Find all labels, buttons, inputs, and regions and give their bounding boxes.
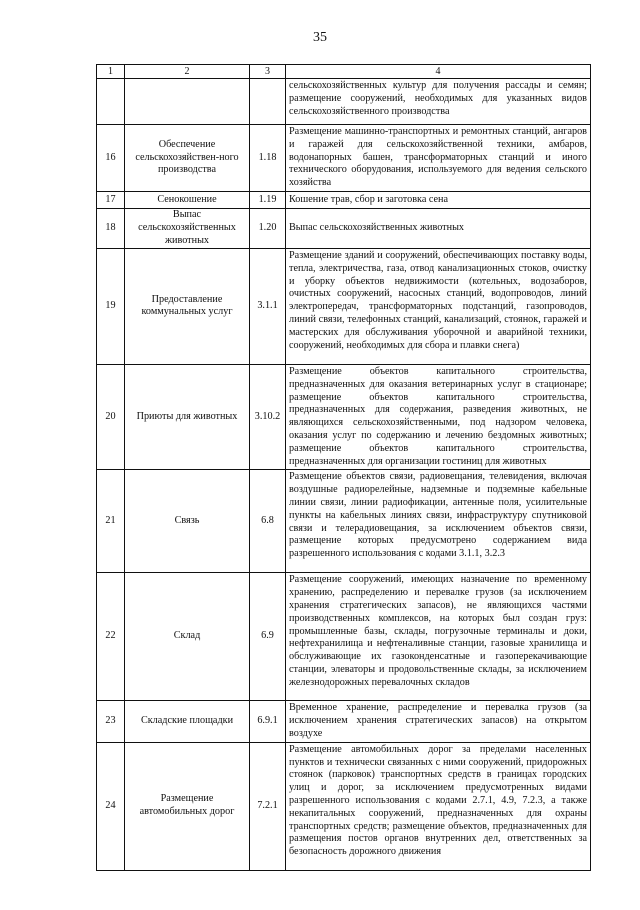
row-code: 1.20 bbox=[250, 208, 286, 248]
table-row bbox=[97, 248, 591, 364]
header-col-1: 1 bbox=[97, 65, 125, 79]
row-name: Сенокошение bbox=[125, 191, 250, 208]
table-row bbox=[97, 470, 591, 573]
row-number: 20 bbox=[97, 364, 125, 469]
table-row bbox=[97, 742, 591, 870]
row-description: Размещение автомобильных дорог за пределами населенных пунктов и технически связанных с ними сооружений, придорожных стоянок (парковок) транспортных средств в границах городских улиц и дорог, за исключением предусмотренных видами разрешенного использования с кодами 2.7.1, 4.9, 7.2.3, а также некапитальных сооружений, предназначенных для охраны транспортных средств; размещение объектов, предназначенных для размещения постов органов внутренних дел, ответственных за безопасность дорожного движения bbox=[286, 742, 591, 870]
header-col-4: 4 bbox=[286, 65, 591, 79]
row-name: Обеспечение сельскохозяйствен-ного производства bbox=[125, 125, 250, 192]
row-number: 16 bbox=[97, 125, 125, 192]
row-name bbox=[125, 79, 250, 125]
row-name: Связь bbox=[125, 470, 250, 573]
row-description: Размещение объектов связи, радиовещания, телевидения, включая воздушные радиорелейные, надземные и подземные кабельные линии связи, линии радиофикации, антенные поля, усилительные пункты на кабельных линиях связи, инфраструктуру спутниковой связи и телерадиовещания, за исключением объектов связи, размещение которых предусмотрено содержанием вида разрешенного использования с кодами 3.1.1, 3.2.3 bbox=[286, 470, 591, 573]
row-number: 19 bbox=[97, 248, 125, 364]
row-code: 1.18 bbox=[250, 125, 286, 192]
row-description: Размещение сооружений, имеющих назначение по временному хранению, распределению и перевалке грузов (за исключением хранения стратегических запасов), не являющихся частями производственных комплексов, на которых был создан груз: промышленные базы, склады, погрузочные терминалы и доки, нефтехранилища и нефтеналивные станции, газовые хранилища и обслуживающие их газоконденсатные и газоперекачивающие станции, элеваторы и продовольственные склады, за исключением железнодорожных перевалочных складов bbox=[286, 573, 591, 701]
row-number: 24 bbox=[97, 742, 125, 870]
row-number bbox=[97, 79, 125, 125]
row-code: 1.19 bbox=[250, 191, 286, 208]
row-code: 7.2.1 bbox=[250, 742, 286, 870]
row-description: Размещение машинно-транспортных и ремонтных станций, ангаров и гаражей для сельскохозяйственной техники, амбаров, водонапорных башен, трансформаторных станций и иного технического оборудования, используемого для ведения сельского хозяйства bbox=[286, 125, 591, 192]
row-number: 22 bbox=[97, 573, 125, 701]
table-row bbox=[97, 364, 591, 469]
page-number: 35 bbox=[313, 30, 327, 45]
table-row-continuation bbox=[97, 79, 591, 125]
row-name: Выпас сельскохозяйственных животных bbox=[125, 208, 250, 248]
row-name: Складские площадки bbox=[125, 701, 250, 742]
row-code bbox=[250, 79, 286, 125]
table-row bbox=[97, 701, 591, 742]
row-description: Выпас сельскохозяйственных животных bbox=[286, 208, 591, 248]
row-name: Предоставление коммунальных услуг bbox=[125, 248, 250, 364]
row-number: 18 bbox=[97, 208, 125, 248]
table-header-row bbox=[97, 65, 591, 79]
row-code: 6.9 bbox=[250, 573, 286, 701]
row-code: 6.9.1 bbox=[250, 701, 286, 742]
row-number: 21 bbox=[97, 470, 125, 573]
row-description: Кошение трав, сбор и заготовка сена bbox=[286, 191, 591, 208]
row-description: Временное хранение, распределение и перевалка грузов (за исключением хранения стратегических запасов) на открытом воздухе bbox=[286, 701, 591, 742]
table-row bbox=[97, 573, 591, 701]
row-description: сельскохозяйственных культур для получения рассады и семян; размещение сооружений, необходимых для указанных видов сельскохозяйственного производства bbox=[286, 79, 591, 125]
row-code: 3.10.2 bbox=[250, 364, 286, 469]
row-code: 6.8 bbox=[250, 470, 286, 573]
row-number: 23 bbox=[97, 701, 125, 742]
row-name: Приюты для животных bbox=[125, 364, 250, 469]
land-use-table bbox=[96, 64, 591, 871]
table-row bbox=[97, 125, 591, 192]
row-number: 17 bbox=[97, 191, 125, 208]
header-col-2: 2 bbox=[125, 65, 250, 79]
row-description: Размещение объектов капитального строительства, предназначенных для оказания ветеринарных услуг в стационаре; размещение объектов капитального строительства, предназначенных для содержания, разведения животных, не являющихся сельскохозяйственными, под надзором человека, оказания услуг по содержанию и лечению бездомных животных; размещение объектов капитального строительства, предназначенных для организации гостиниц для животных bbox=[286, 364, 591, 469]
row-code: 3.1.1 bbox=[250, 248, 286, 364]
table-row bbox=[97, 191, 591, 208]
row-description: Размещение зданий и сооружений, обеспечивающих поставку воды, тепла, электричества, газа, отвод канализационных стоков, очистку и уборку объектов недвижимости (котельных, водозаборов, очистных сооружений, насосных станций, водопроводов, линий электропередач, трансформаторных подстанций, газопроводов, линий связи, телефонных станций, канализаций, стоянок, гаражей и мастерских для обслуживания уборочной и аварийной техники, сооружений, необходимых для сбора и плавки снега) bbox=[286, 248, 591, 364]
table-row bbox=[97, 208, 591, 248]
row-name: Размещение автомобильных дорог bbox=[125, 742, 250, 870]
row-name: Склад bbox=[125, 573, 250, 701]
header-col-3: 3 bbox=[250, 65, 286, 79]
